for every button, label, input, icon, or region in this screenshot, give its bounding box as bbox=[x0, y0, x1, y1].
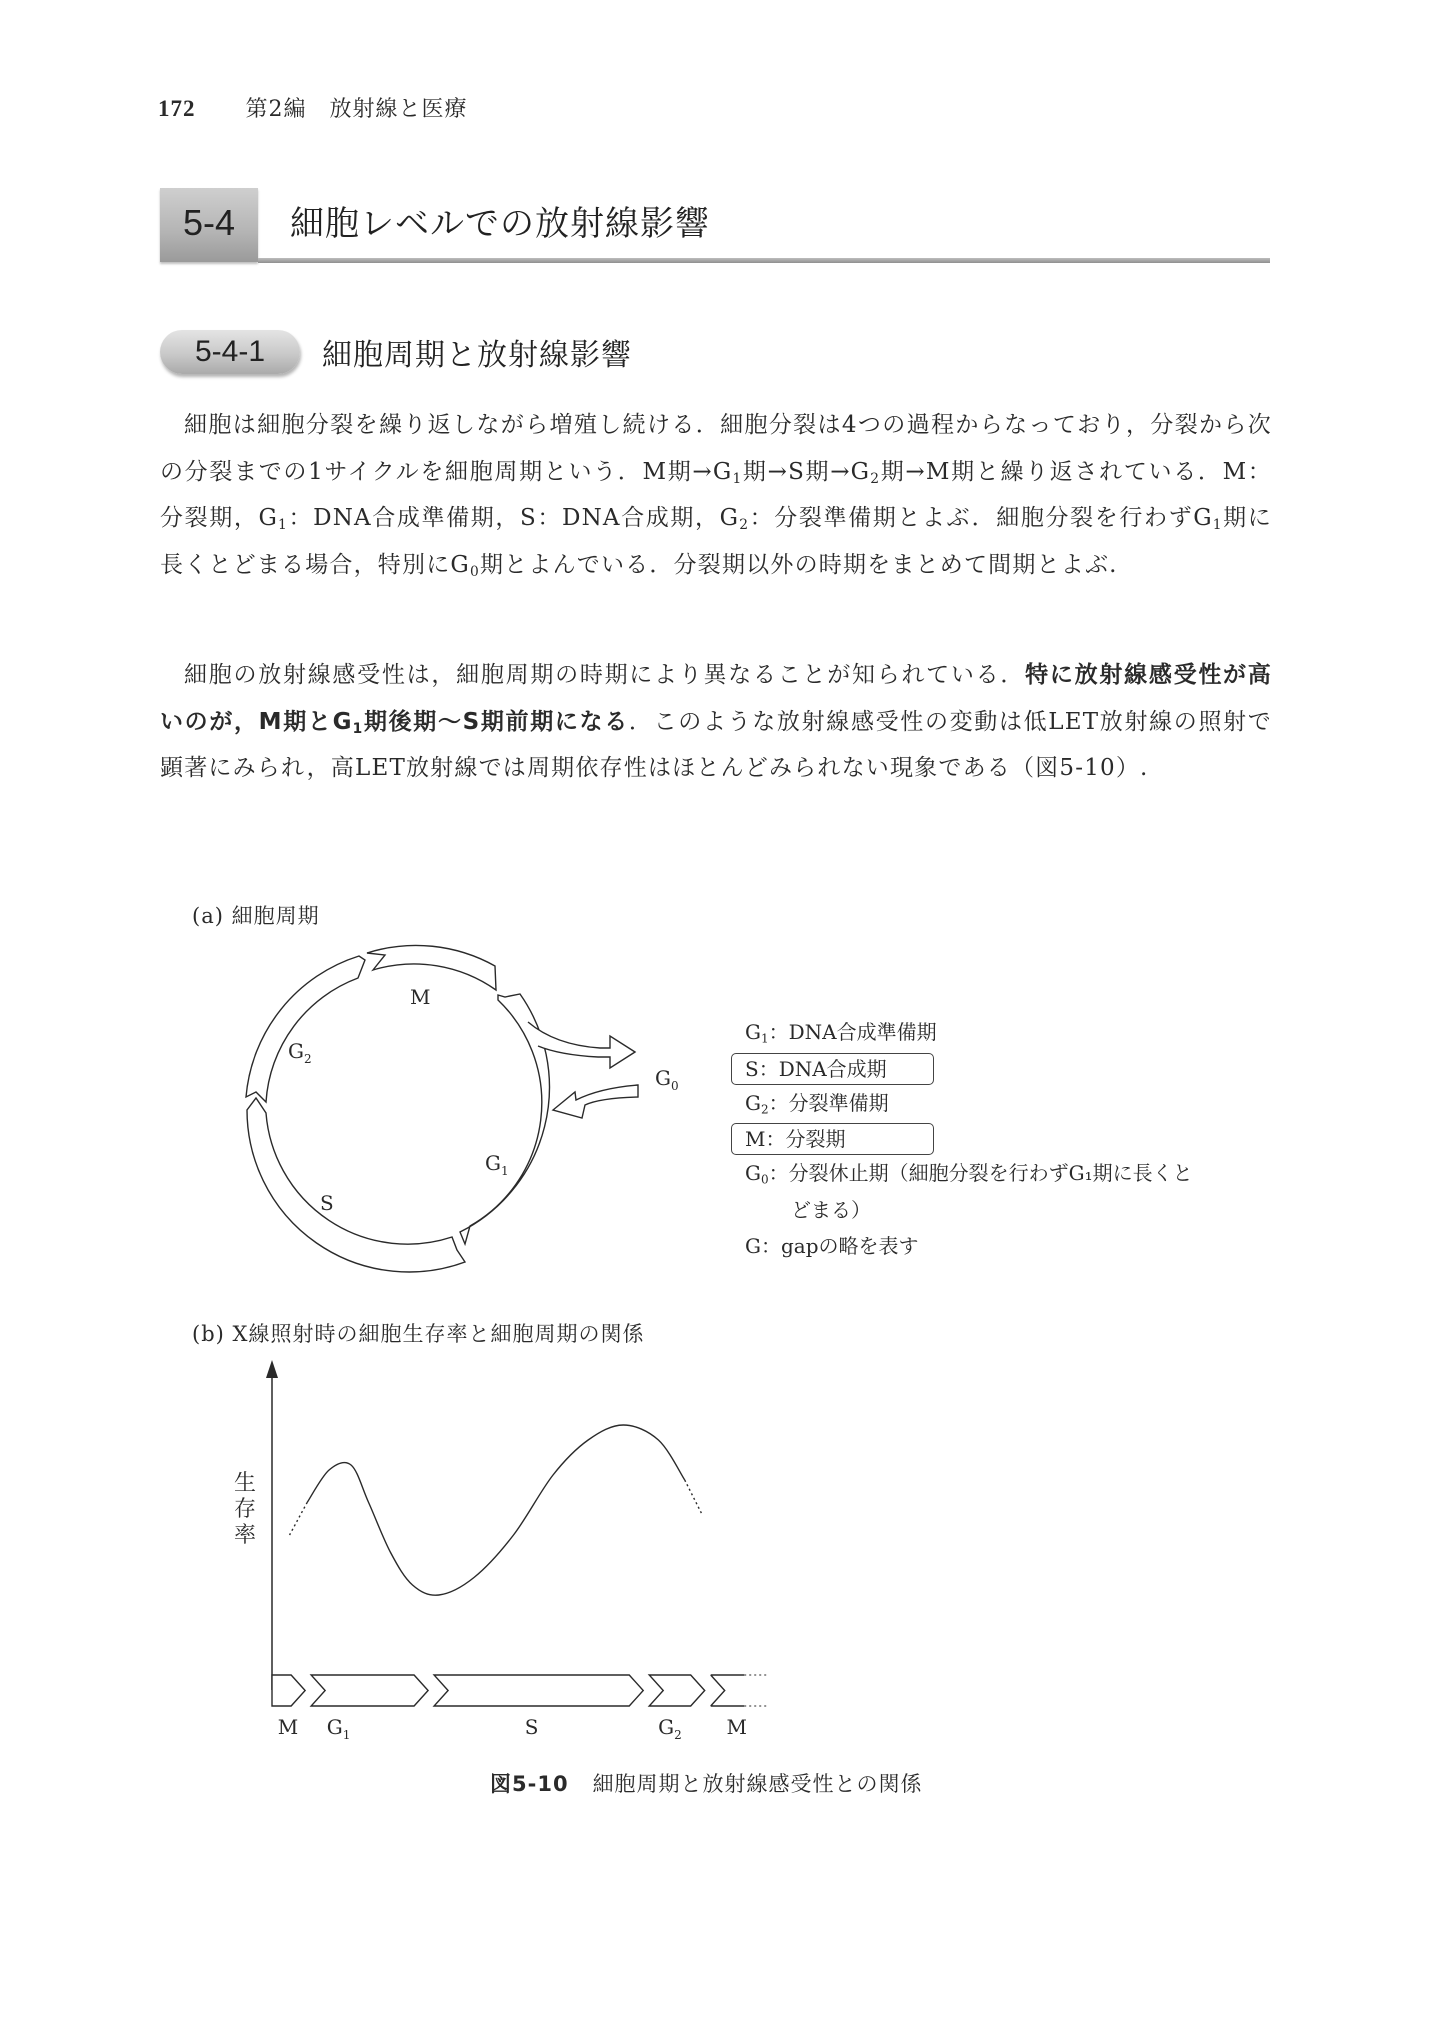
legend-text: ：DNA合成準備期 bbox=[768, 1020, 937, 1044]
text-run: 期に長くとどまる場合，特別にG bbox=[160, 505, 1272, 578]
legend-symbol: M bbox=[745, 1127, 766, 1151]
section-number: 5-4 bbox=[182, 202, 236, 243]
part-title: 第2編 放射線と医療 bbox=[245, 97, 468, 122]
figure-number: 図5-10 bbox=[490, 1772, 569, 1796]
emphasis-text: 特に放射線感受性が高いのが，M期とG bbox=[160, 662, 1272, 735]
phase-label-s: S bbox=[320, 1191, 334, 1215]
phase-label-g1: $G_1$ bbox=[485, 1151, 509, 1178]
legend-symbol: G bbox=[745, 1234, 761, 1258]
text-run: 期→M期と繰り返されている．M：分裂期，G bbox=[160, 458, 1272, 531]
survival-curve-dashed-end bbox=[685, 1480, 703, 1515]
emphasis-subscript: 1 bbox=[352, 720, 364, 737]
phase-band-g2 bbox=[649, 1675, 704, 1706]
legend-item bbox=[745, 1228, 1193, 1265]
survival-curve bbox=[307, 1425, 685, 1595]
subscript: 1 bbox=[278, 517, 289, 534]
y-axis-arrowhead bbox=[266, 1360, 278, 1378]
phase-band-s bbox=[434, 1675, 643, 1706]
figure-b-label: (b) X線照射時の細胞生存率と細胞周期の関係 bbox=[192, 1322, 645, 1346]
subscript: 2 bbox=[870, 470, 881, 487]
subsection-title: 細胞周期と放射線影響 bbox=[322, 338, 632, 373]
legend-symbol: G bbox=[745, 1090, 761, 1115]
subsection-number: 5-4-1 bbox=[194, 335, 266, 368]
subscript: 0 bbox=[469, 563, 480, 580]
legend-text: ：DNA合成期 bbox=[758, 1056, 887, 1081]
legend-text: どまる） bbox=[791, 1197, 871, 1222]
subscript: 1 bbox=[732, 470, 743, 487]
text-run: ：DNA合成準備期，S：DNA合成期，G bbox=[288, 505, 740, 531]
phase-band-m bbox=[711, 1675, 745, 1706]
subscript: 2 bbox=[739, 517, 750, 534]
legend-subscript: 1 bbox=[760, 1031, 769, 1046]
legend-item bbox=[745, 1192, 1193, 1229]
legend-item bbox=[745, 1014, 1193, 1051]
section-title: 細胞レベルでの放射線影響 bbox=[290, 204, 710, 244]
cycle-arc-s bbox=[247, 1098, 465, 1272]
cycle-arc-g2 bbox=[246, 956, 365, 1102]
legend-item bbox=[745, 1085, 1193, 1122]
y-axis-label-char: 生 bbox=[233, 1471, 257, 1496]
phase-tick-label: M bbox=[277, 1715, 299, 1739]
legend-item bbox=[731, 1123, 934, 1155]
legend-item bbox=[731, 1053, 934, 1085]
figure-a-label: (a) 細胞周期 bbox=[192, 904, 320, 928]
phase-tick-label: $G_2$ bbox=[658, 1715, 682, 1742]
phase-band-row bbox=[272, 1675, 766, 1706]
phase-band-m bbox=[272, 1675, 305, 1706]
cycle-arc-m bbox=[367, 945, 496, 990]
phase-axis-labels bbox=[278, 1715, 747, 1742]
phase-label-g0: $G_0$ bbox=[655, 1066, 679, 1093]
phase-label-g2: $G_2$ bbox=[288, 1039, 312, 1066]
phase-label-m: M bbox=[410, 985, 431, 1009]
figure-caption bbox=[490, 1768, 923, 1798]
text-run: ：分裂準備期とよぶ．細胞分裂を行わずG bbox=[749, 505, 1213, 531]
legend-symbol: G bbox=[745, 1161, 761, 1185]
legend-item bbox=[745, 1155, 1193, 1192]
legend-symbol: G bbox=[745, 1020, 761, 1044]
legend-text: ：分裂準備期 bbox=[768, 1090, 889, 1115]
survival-chart bbox=[234, 1360, 766, 1742]
text-run: 期→S期→G bbox=[742, 458, 871, 485]
y-axis-label-char: 率 bbox=[233, 1523, 257, 1548]
legend-text: ：gapの略を表す bbox=[760, 1234, 919, 1258]
emphasis-text: 期後期〜S期前期になる bbox=[363, 708, 629, 735]
phase-band-g1 bbox=[311, 1675, 428, 1706]
text-run: 細胞の放射線感受性は，細胞周期の時期により異なることが知られている． bbox=[184, 662, 1026, 688]
phase-tick-label: S bbox=[524, 1715, 539, 1739]
legend-symbol: S bbox=[745, 1056, 759, 1081]
text-run: 細胞は細胞分裂を繰り返しながら増殖し続ける．細胞分裂は4つの過程からなっており，分裂から次の分裂までの1サイクルを細胞周期という．M期→G bbox=[160, 412, 1272, 485]
cycle-legend bbox=[745, 1014, 1193, 1265]
text-run: 期とよんでいる．分裂期以外の時期をまとめて間期とよぶ. bbox=[479, 551, 1118, 578]
g0-return-arrow bbox=[553, 1085, 638, 1118]
phase-band-continuation bbox=[744, 1675, 766, 1706]
legend-text: ：分裂休止期（細胞分裂を行わずG₁期に長くと bbox=[768, 1161, 1193, 1185]
survival-curve-dashed-start bbox=[290, 1503, 308, 1536]
legend-subscript: 2 bbox=[760, 1102, 769, 1117]
legend-subscript: 0 bbox=[760, 1172, 769, 1187]
text-run: ．このような放射線感受性の変動は低LET放射線の照射で顕著にみられ，高LET放射線では周期依存性はほとんどみられない現象である（図5-10）. bbox=[160, 708, 1273, 781]
figure-caption-text: 細胞周期と放射線感受性との関係 bbox=[592, 1772, 923, 1796]
phase-tick-label: M bbox=[726, 1715, 747, 1739]
subscript: 1 bbox=[1212, 517, 1223, 534]
page-number: 172 bbox=[158, 96, 196, 121]
phase-tick-label: $G_1$ bbox=[326, 1715, 351, 1742]
y-axis-label-char: 存 bbox=[233, 1497, 257, 1522]
legend-text: ：分裂期 bbox=[765, 1127, 846, 1151]
